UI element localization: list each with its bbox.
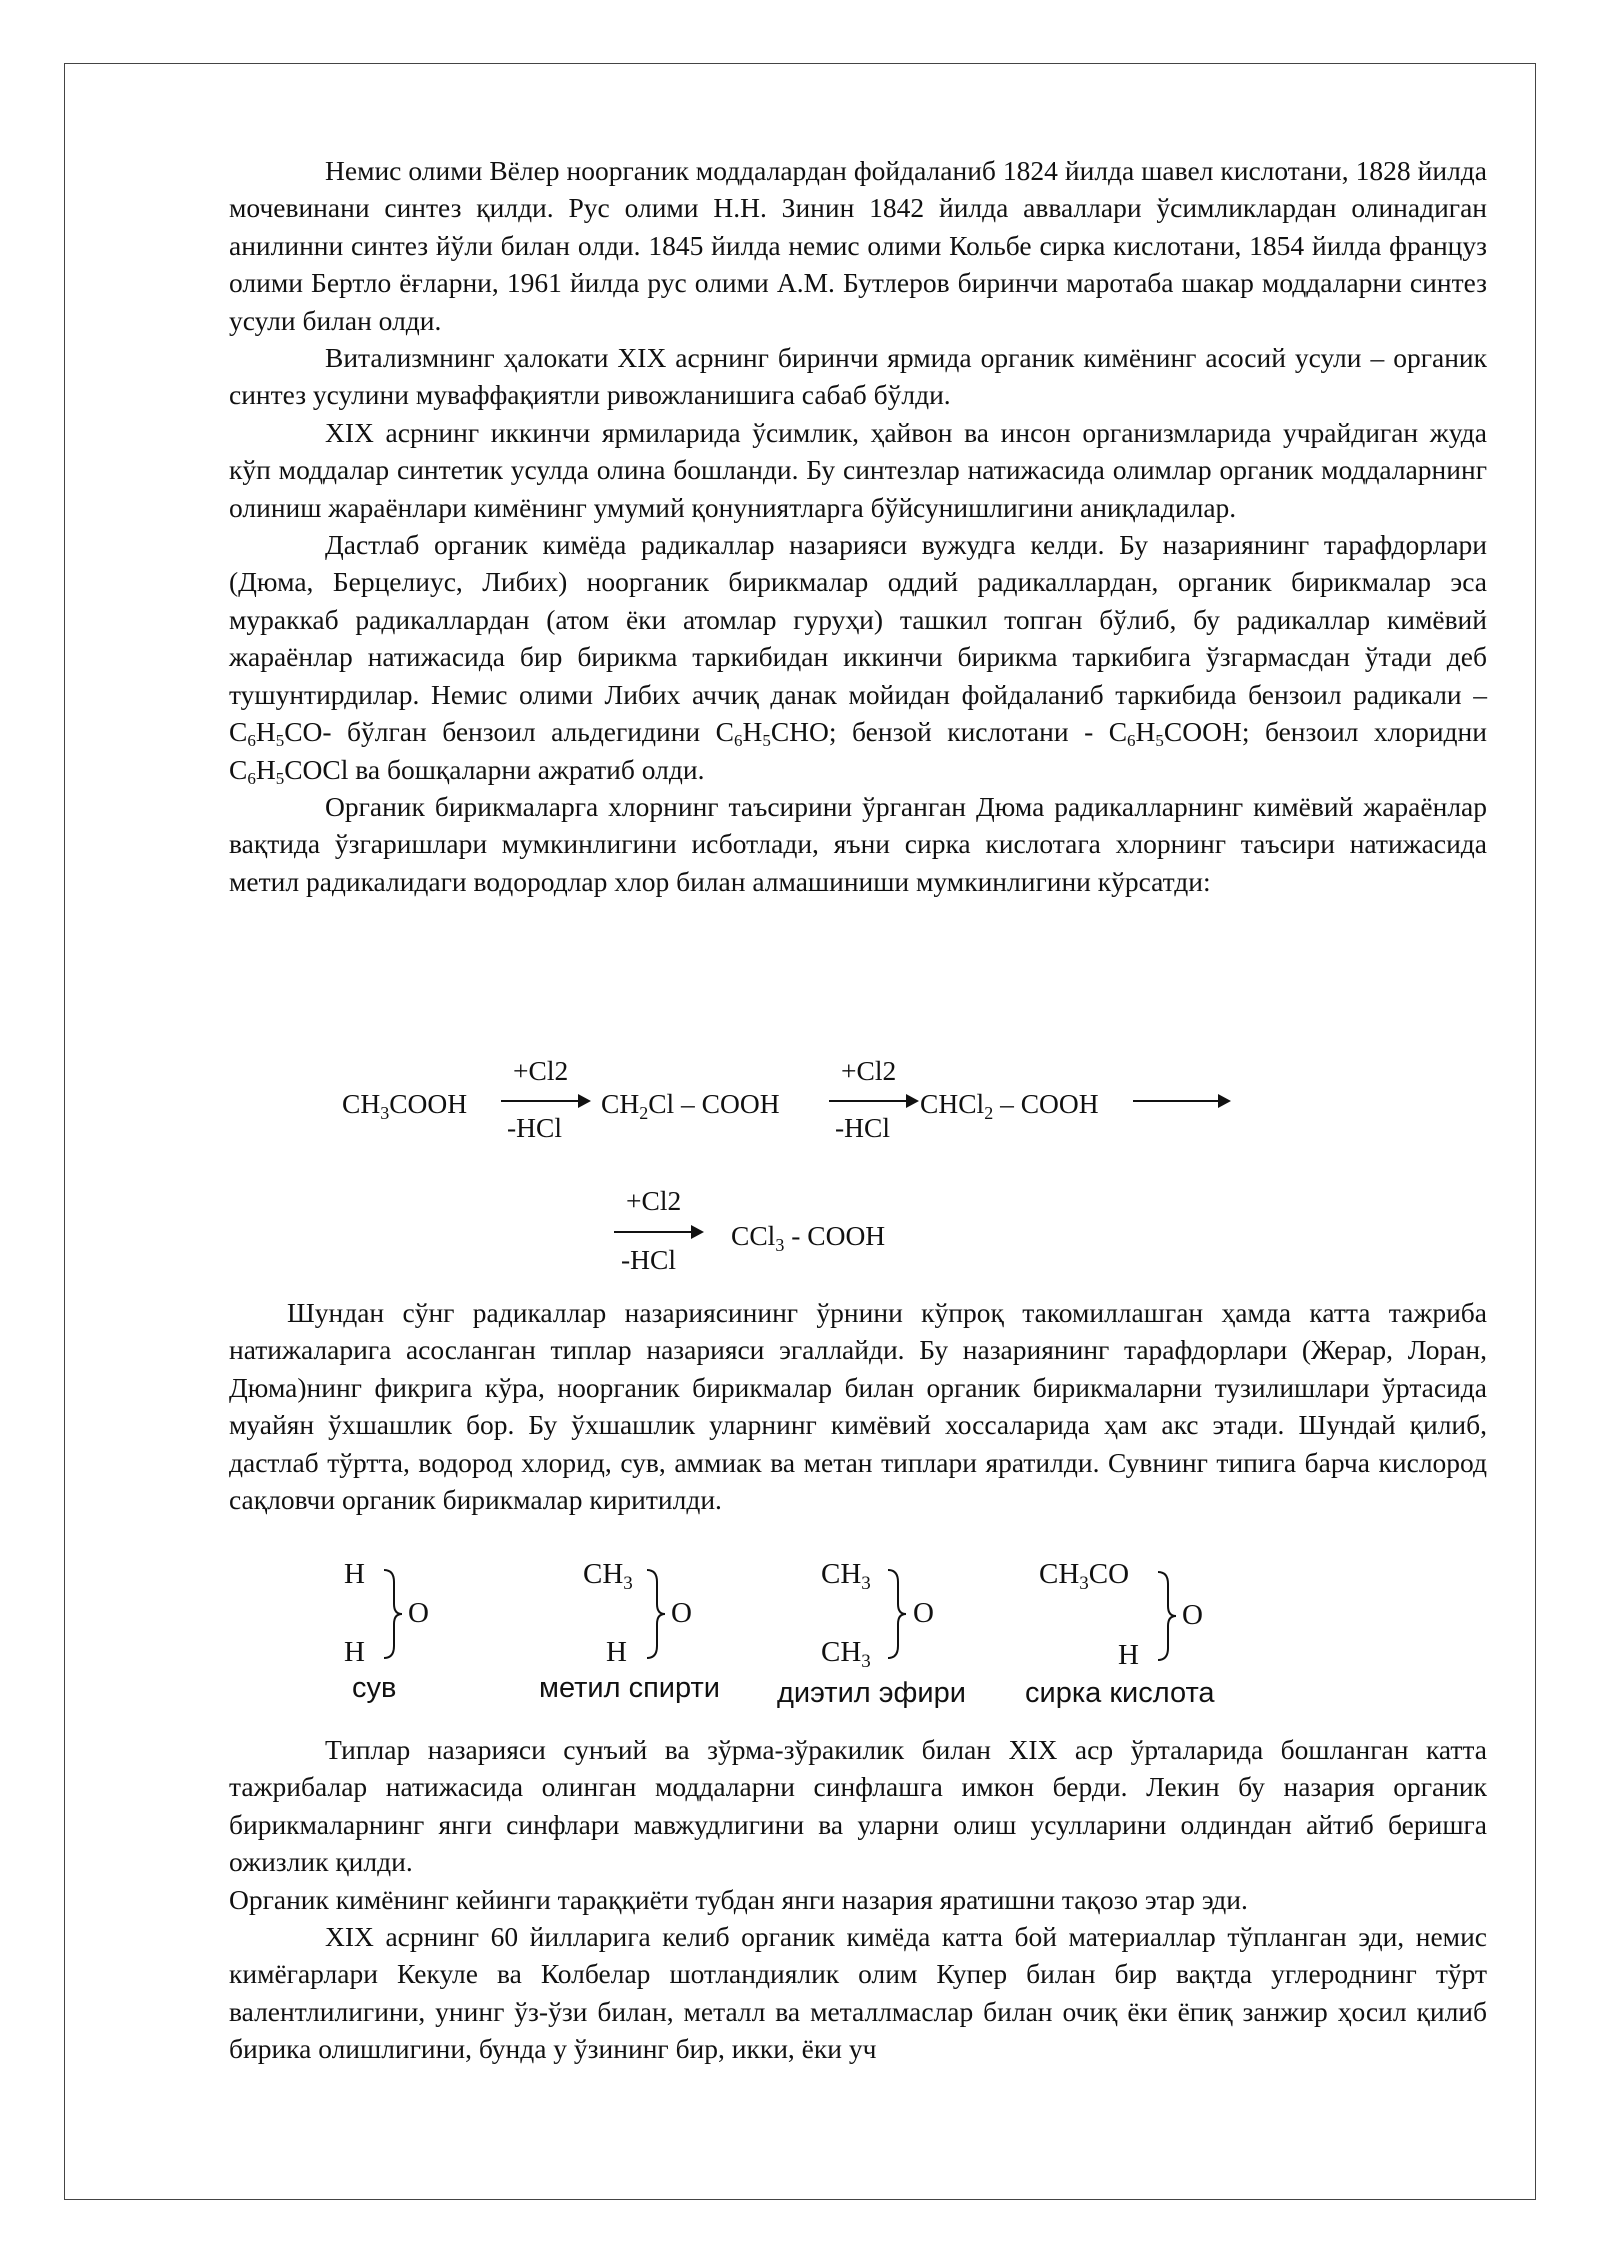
paragraph-6: Шундан сўнг радикаллар назариясининг ўрнини кўпроқ такомиллашган ҳамда катта тажриба натижаларига асосланган типлар назарияси эгаллайди. Бу назариянинг тарафдорлари (Жерар, Лоран, Дюма)нинг фикрига кўра, ноорганик бирикмалар билан органик бирикмаларни тузилишлари ўртасида муайян ўхшашлик бор. Бу ўхшашлик уларнинг кимёвий хоссаларида ҳам акс этади. Шундай қилиб, дастлаб тўртта, водород хлорид, сув, аммиак ва метан типлари яратилди. Сувнинг типига барча кислород сақловчи органик бирикмалар киритилди. <box>229 1297 1487 1516</box>
water-brace <box>382 1568 404 1660</box>
water-caption: сув <box>352 1672 397 1704</box>
ether-o: O <box>913 1597 934 1629</box>
paragraph-4: Дастлаб органик кимёда радикаллар назарияси вужудга келди. Бу назариянинг тарафдорлари (Дюма, Берцелиус, Либих) ноорганик бирикмалар оддий радикаллардан, органик бирикмалар эса мураккаб радикаллардан (атом ёки атомлар гуруҳи) ташкил топган бўлиб, бу радикаллар кимёвий жараёнлар натижасида бир бирикма таркибидан иккинчи бирикма таркибига ўзгармасдан ўтади деб тушунтирдилар. Немис олими Либих аччиқ данак мойидан фойдаланиб таркибида бензоил радикали – $C_6H_5CO-$ бўлган бензоил альдегидини $C_6H_5CHO$; бензой кислотани - $C_6H_5COOH$; бензоил хлоридни $C_6H_5COCl$ ва бошқаларни ажратиб олди. <box>229 529 1487 788</box>
paragraph-1: Немис олими Вёлер ноорганик моддалардан фойдаланиб 1824 йилда шавел кислотани, 1828 йилда мочевинани синтез қилди. Рус олими Н.Н. Зинин 1842 йилда авваллари ўсимликлардан олинадиган анилинни синтез йўли билан олди. 1845 йилда немис олими Кольбе сирка кислотани, 1854 йилда француз олими Бертло ёғларни, 1961 йилда рус олими А.М. Бутлеров биринчи маротаба шакар моддаларни синтез усули билан олди. <box>229 155 1487 336</box>
arrow4-byproduct: -HCl <box>621 1244 676 1275</box>
methanol-o: O <box>671 1597 692 1629</box>
water-o: O <box>408 1597 429 1629</box>
arrow1-reagent: +Cl2 <box>513 1055 569 1086</box>
paragraph-9: XIX асрнинг 60 йилларига келиб органик кимёда катта бой материаллар тўпланган эди, немис кимёгарлари Кекуле ва Колбелар шотландиялик олим Купер билан бир вақтда углероднинг тўрт валентлилигини, унинг ўз-ўзи билан, металл ва металлмаслар билан очиқ ёки ёпиқ занжир ҳосил қилиб бирика олишлигини, бунда у ўзининг бир, икки, ёки уч <box>229 1921 1487 2065</box>
arrow2-reagent: +Cl2 <box>841 1055 897 1086</box>
methanol-brace <box>645 1568 667 1660</box>
acetic-caption: сирка кислота <box>1025 1677 1215 1709</box>
arrow4 <box>614 1231 702 1233</box>
acetic-top: $CH_3CO$ <box>1039 1558 1130 1594</box>
trichloroacetic-acid-formula: CCl$_3$ - COOH <box>731 1220 886 1255</box>
text-block-types <box>229 1294 1487 1518</box>
text-block-bottom <box>229 1731 1487 2068</box>
ether-top: $CH_3$ <box>821 1558 871 1594</box>
dichloroacetic-acid-formula: CHCl$_2$ – COOH <box>920 1088 1099 1123</box>
arrow4-reagent: +Cl2 <box>626 1185 682 1216</box>
water-bottom-h: H <box>344 1636 365 1668</box>
methanol-caption: метил спирти <box>539 1672 720 1704</box>
ether-caption: диэтил эфири <box>777 1677 966 1709</box>
paragraph-5: Органик бирикмаларга хлорнинг таъсирини ўрганган Дюма радикалларнинг кимёвий жараёнлар вақтида ўзгаришлари мумкинлигини исботлади, яъни сирка кислотага хлорнинг таъсири натижасида метил радикалидаги водородлар хлор билан алмашиниши мумкинлигини кўрсатди: <box>229 790 1487 897</box>
chloroacetic-acid-formula: $CH_2Cl$ – COOH <box>601 1088 780 1123</box>
acetic-brace <box>1156 1570 1178 1662</box>
acetic-bottom-h: H <box>1118 1639 1139 1671</box>
arrow1 <box>501 1100 589 1102</box>
arrow1-byproduct: -HCl <box>507 1112 562 1143</box>
ether-brace <box>886 1568 908 1660</box>
arrow2 <box>829 1100 917 1102</box>
methanol-top: $CH_3$ <box>583 1558 633 1594</box>
ether-bottom: $CH_3$ <box>821 1636 871 1672</box>
text-block-top <box>229 152 1487 900</box>
paragraph-8: Органик кимёнинг кейинги тараққиёти тубдан янги назария яратишни тақозо этар эди. <box>229 1883 1248 1915</box>
paragraph-7: Типлар назарияси сунъий ва зўрма-зўракилик билан XIX аср ўрталарида бошланган катта тажрибалар натижасида олинган моддаларни синфлашга имкон берди. Лекин бу назария органик бирикмаларнинг янги синфлари мавжудлигини ва уларни олиш усулларини олдиндан айтиб беришга ожизлик қилди. <box>229 1734 1487 1878</box>
arrow3 <box>1133 1100 1229 1102</box>
water-top-h: H <box>344 1558 365 1590</box>
arrow2-byproduct: -HCl <box>835 1112 890 1143</box>
paragraph-3: XIX асрнинг иккинчи ярмиларида ўсимлик, ҳайвон ва инсон организмларида учрайдиган жуда кўп моддалар синтетик усулда олина бошланди. Бу синтезлар натижасида олимлар органик моддаларнинг олиниш жараёнлари кимёнинг умумий қонуниятларга бўйсунишлигини аниқладилар. <box>229 416 1487 523</box>
acetic-o: O <box>1182 1599 1203 1631</box>
acetic-acid-formula: $CH_3COOH$ <box>342 1088 468 1123</box>
methanol-bottom-h: H <box>606 1636 627 1668</box>
paragraph-2: Витализмнинг ҳалокати XIX асрнинг биринчи ярмида органик кимёнинг асосий усули – органик синтез усулини муваффақиятли ривожланишига сабаб бўлди. <box>229 342 1487 411</box>
